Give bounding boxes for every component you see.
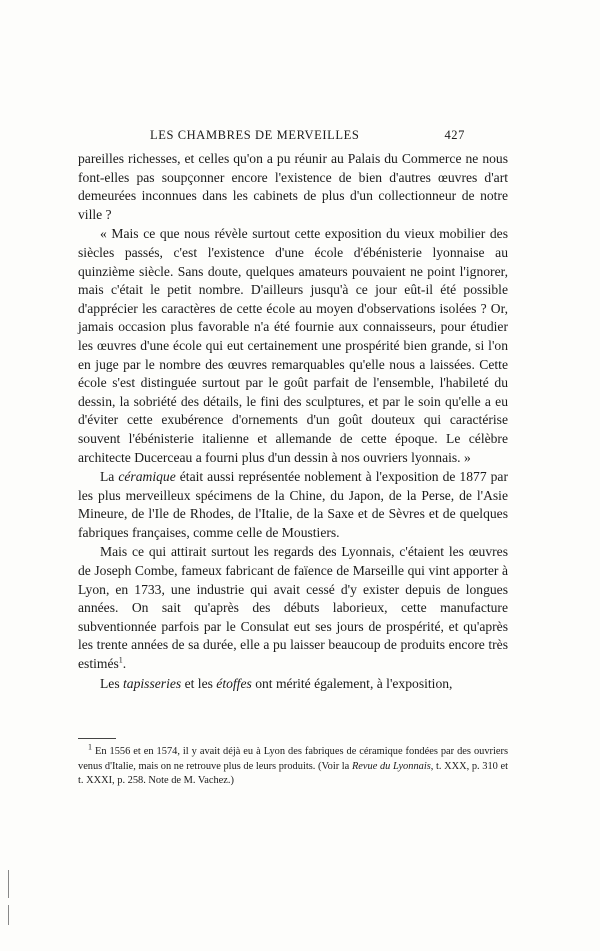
text-run: , t. XXX, p. 310 et t. XXXI, p. 258. Note de M. Vachez.) bbox=[78, 760, 508, 787]
scan-edge-mark bbox=[8, 870, 9, 898]
text-run: . bbox=[122, 656, 127, 672]
text-run: Mais ce qui attirait surtout les regards des Lyonnais, c'étaient les œuvres de Joseph Combe, fameux fabricant de faïence de Marseille qui vint apporter à Lyon, en 1733, une industrie qui avait cessé d'y exister depuis de longues années. On sait qu'après des débuts laborieux, cette manufacture subventionnée parfois par le Consulat eut ses jours de prospérité, et qu'après les trente années de sa durée, elle a pu laisser beaucoup de produits encore très estimés bbox=[78, 544, 508, 672]
scan-edge-mark bbox=[8, 905, 9, 925]
text-run: Les bbox=[100, 675, 124, 691]
footnote-text bbox=[78, 742, 508, 789]
text-run: En 1556 et en 1574, il y avait déjà eu à Lyon des fabriques de céramique fondées par des ouvriers venus d'Italie, mais on ne retrouve plus de leurs produits. (Voir la bbox=[78, 746, 508, 772]
text-run: pareilles richesses, et celles qu'on a pu réunir au Palais du Commerce ne nous font-elles pas soupçonner encore l'existence de bien d'autres œuvres d'art demeurées inconnues dans les cabinets de plus d'un collectionneur de notre ville ? bbox=[78, 151, 508, 222]
italic-term: étoffes bbox=[216, 675, 252, 691]
page-number: 427 bbox=[444, 128, 465, 142]
paragraph bbox=[78, 150, 508, 224]
paragraph bbox=[78, 675, 508, 694]
text-run: « Mais ce que nous révèle surtout cette exposition du vieux mobilier des siècles passés, c'est l'existence d'une école d'ébénisterie lyonnaise au quinzième siècle. Sans doute, quelques amateurs pouvaient ne point l'ignorer, mais c'était le petit nombre. D'ailleurs jusqu'à ce jour eût-il été possible d'apprécier les caractères de cette école au moyen d'observations isolées ? Or, jamais occasion plus favorable n'a été fournie aux connaisseurs, pour étudier les œuvres d'une école qui eut certainement une prospérité bien grande, si l'on en juge par le nombre des œuvres remarquables qu'elle nous a laissées. Cette école s'est distinguée surtout par le goût parfait de l'ensemble, l'habileté du dessin, la sobriété des détails, le fini des sculptures, et par le soin qu'elle a eu d'éviter cette exubérence d'ornements d'un goût douteux qui caractérise souvent l'ébénisterie italienne et allemande de cette époque. Le célèbre architecte Ducerceau a fourni plus d'un dessin à nos ouvriers lyonnais. » bbox=[78, 226, 508, 465]
body-text bbox=[78, 150, 508, 693]
text-run: et les bbox=[181, 675, 217, 691]
paragraph bbox=[78, 543, 508, 673]
text-run: La bbox=[100, 469, 119, 485]
paragraph bbox=[78, 468, 508, 542]
footnote bbox=[78, 742, 508, 789]
text-run: ont mérité également, à l'exposition, bbox=[251, 675, 453, 691]
italic-term: céramique bbox=[118, 469, 176, 485]
text-run: était aussi représentée noblement à l'exposition de 1877 par les plus merveilleux spécimens de la Chine, du Japon, de la Perse, de l'Asie Mineure, de l'Ile de Rhodes, de l'Italie, de la Saxe et de Sèvres et de quelques fabriques françaises, comme celle de Moustiers. bbox=[78, 469, 508, 540]
paragraph bbox=[78, 225, 508, 467]
running-title: LES CHAMBRES DE MERVEILLES bbox=[150, 128, 360, 142]
footnote-marker: 1 bbox=[88, 742, 92, 752]
footnote-rule bbox=[78, 738, 116, 739]
italic-term: tapisseries bbox=[123, 675, 182, 691]
italic-term: Revue du Lyonnais bbox=[351, 760, 431, 772]
footnote-marker: 1 bbox=[118, 655, 123, 665]
